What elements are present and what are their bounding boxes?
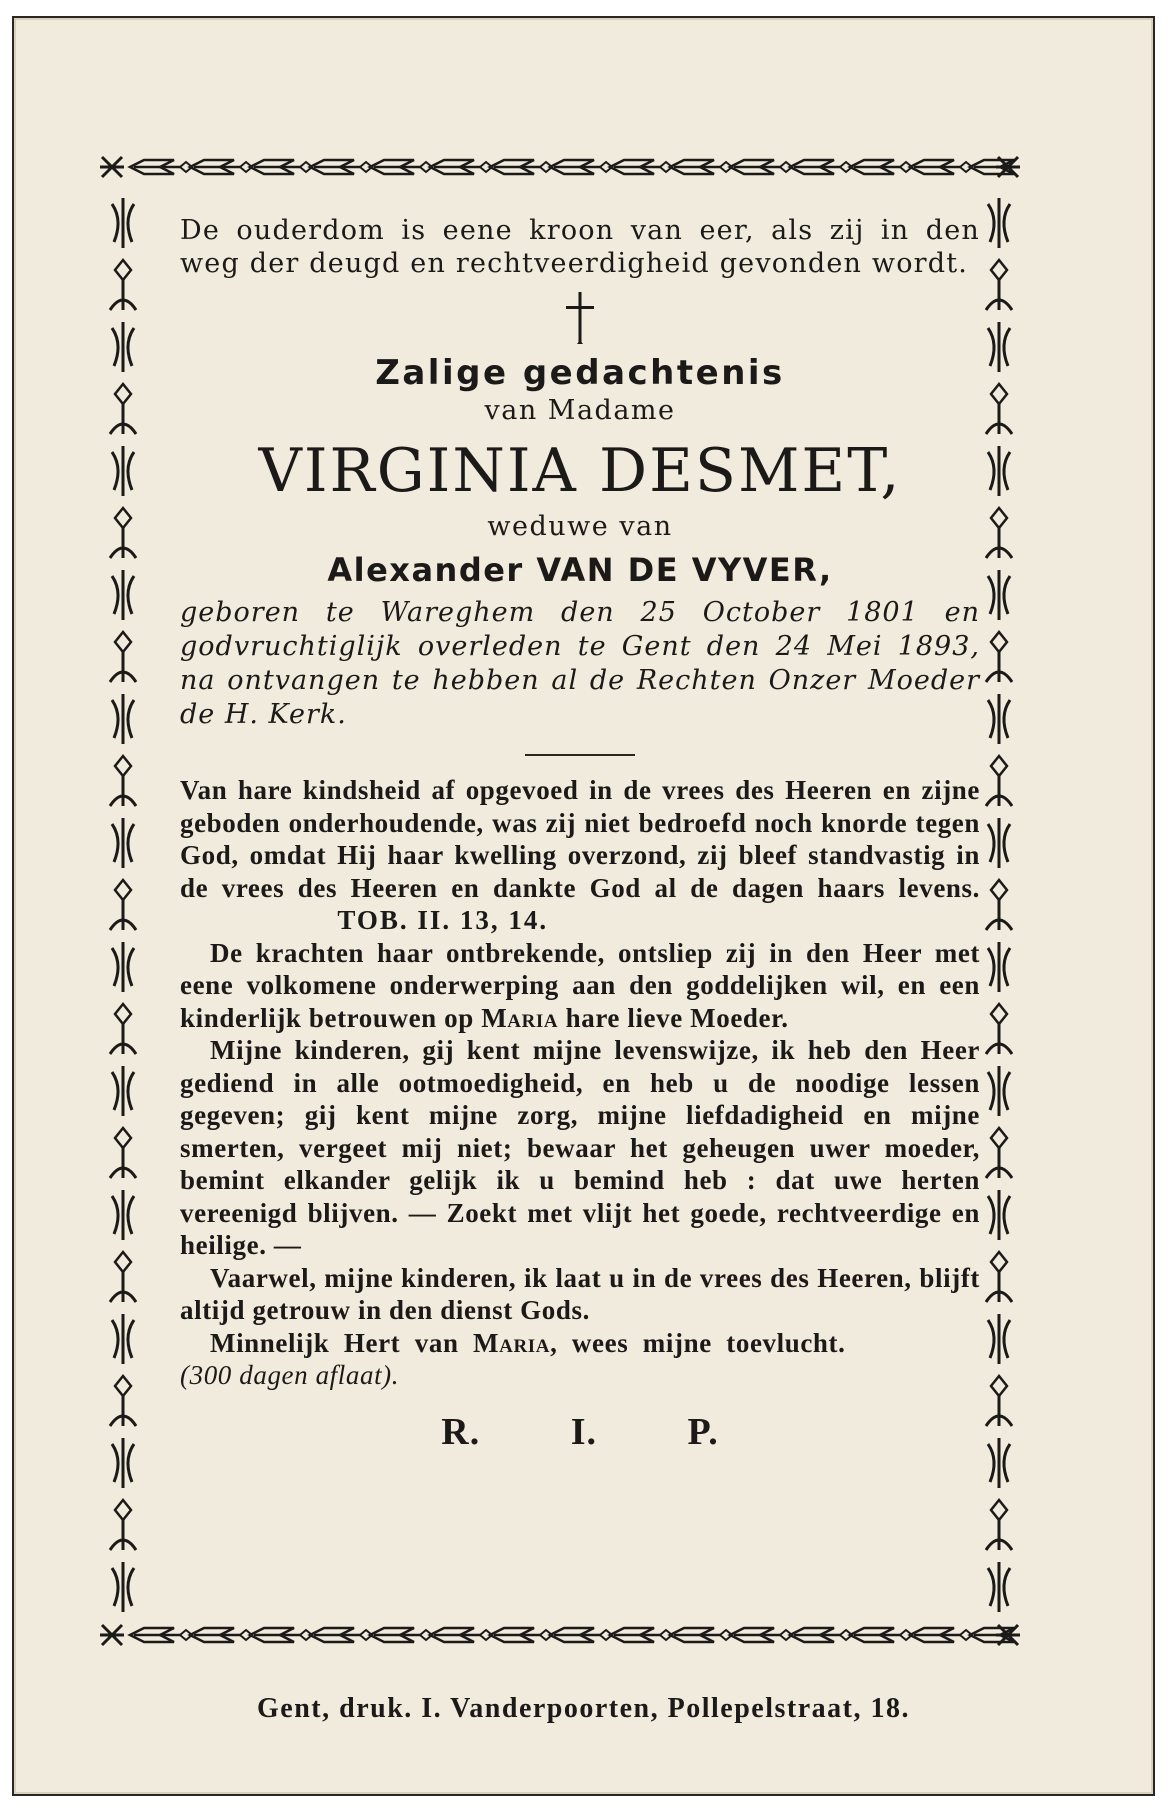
ornament-motif (986, 1128, 1012, 1178)
divider (525, 754, 635, 756)
ornament-motif (988, 446, 1010, 496)
ornament-motif (550, 1628, 612, 1642)
ornament-motif (310, 1628, 372, 1642)
card-text (180, 214, 980, 1454)
ornament-motif (850, 160, 912, 174)
ornament-motif (110, 1376, 136, 1426)
ornament-motif (370, 1628, 432, 1642)
paragraph-4: Vaarwel, mijne kinderen, ik laat u in de vrees des Heeren, blijft altijd getrouw in den dienst Gods. (180, 1262, 980, 1325)
paragraph-2 (180, 937, 980, 1035)
ornament-border-right (976, 188, 1022, 1618)
ornament-motif (110, 1252, 136, 1302)
ornament-motif (986, 1500, 1012, 1550)
ornament-motif (130, 160, 192, 174)
ornament-motif (988, 942, 1010, 992)
ornament-motif (112, 1190, 134, 1240)
ornament-motif (986, 1376, 1012, 1426)
ornament-motif (986, 632, 1012, 682)
ornament-motif (112, 446, 134, 496)
ornament-motif (790, 160, 852, 174)
paragraph-5-before: Minnelijk Hert van (210, 1327, 474, 1358)
ornament-motif (112, 1562, 134, 1612)
ornament-motif (850, 1628, 912, 1642)
ornament-motif (988, 694, 1010, 744)
memorial-title: Zalige gedachtenis (375, 353, 785, 393)
paragraph-1-text: Van hare kindsheid af opgevoed in de vrees des Heeren en zijne geboden onderhoudende, was zij niet bedroefd noch knorde tegen God, omdat Hij haar kwelling overzond, zij bleef standvastig in de vrees des Heeren en dankte God al de dagen haars levens. (180, 775, 980, 903)
ornament-motif (610, 160, 672, 174)
ornament-border-top (100, 150, 1020, 184)
ornament-motif (112, 1066, 134, 1116)
ornament-motif (110, 756, 136, 806)
ornament-motif (430, 1628, 492, 1642)
ornament-motif (250, 160, 312, 174)
ornament-motif (490, 160, 552, 174)
ornament-motif (112, 1314, 134, 1364)
ornament-motif (988, 1066, 1010, 1116)
ornament-motif (190, 1628, 252, 1642)
ornament-motif (110, 880, 136, 930)
ornament-motif (130, 1628, 192, 1642)
ornament-motif (110, 508, 136, 558)
rip: R. I. P. (441, 1410, 719, 1453)
ornament-motif (112, 942, 134, 992)
ornament-motif (110, 260, 136, 310)
cross-icon (180, 290, 980, 352)
ornament-motif (112, 322, 134, 372)
paragraph-5-after: , wees mijne toevlucht. (550, 1327, 846, 1358)
ornament-motif (112, 694, 134, 744)
epigraph: De ouderdom is eene kroon van eer, als zij in den weg der deugd en rechtveerdigheid gevonden wordt. (180, 215, 980, 279)
ornament-motif (670, 1628, 732, 1642)
ornament-motif (490, 1628, 552, 1642)
ornament-motif (610, 1628, 672, 1642)
ornament-motif (190, 160, 252, 174)
ornament-motif (550, 160, 612, 174)
paragraph-2-after: hare lieve Moeder. (558, 1002, 789, 1033)
ornament-border-left (100, 188, 146, 1618)
memorial-card (14, 18, 1153, 1794)
ornament-motif (988, 322, 1010, 372)
ornament-motif (430, 160, 492, 174)
ornament-motif (370, 160, 432, 174)
ornament-motif (110, 1500, 136, 1550)
paragraph-3: Mijne kinderen, gij kent mijne levenswijze, ik heb den Heer gediend in alle ootmoedigheid, en heb u de noodige lessen gegeven; gij kent mijne zorg, mijne liefdadigheid en mijne smerten, vergeet mij niet; bewaar het geheugen uwer moeder, bemint elkander gelijk ik u bemind heb : dat uwe herten vereenigd blijven. — Zoekt met vlijt het goede, rechtveerdige en heilige. — (180, 1035, 980, 1260)
ornament-motif (112, 570, 134, 620)
ornament-motif (730, 1628, 792, 1642)
ornament-motif (986, 260, 1012, 310)
maria-name: Maria (481, 1002, 559, 1033)
deceased-name: VIRGINIA DESMET, (258, 436, 902, 506)
ornament-motif (910, 1628, 972, 1642)
husband-name: Alexander VAN DE VYVER, (327, 551, 833, 589)
paragraph-5 (180, 1327, 980, 1392)
ornament-motif (986, 880, 1012, 930)
van-madame: van Madame (484, 395, 676, 426)
paragraph-1 (180, 774, 980, 937)
ornament-motif (112, 198, 134, 248)
ornament-motif (988, 570, 1010, 620)
ornament-border-bottom (100, 1618, 1020, 1652)
ornament-motif (670, 160, 732, 174)
paragraph-2-before: De krachten haar ontbrekende, ontsliep zij in den Heer met eene volkomene onderwerping aan den goddelijken wil, en een kinderlijk betrouwen op (180, 937, 980, 1033)
printer-line: Gent, druk. I. Vanderpoorten, Pollepelstraat, 18. (257, 1693, 910, 1724)
corner-ornament (100, 1625, 124, 1645)
ornament-motif (988, 818, 1010, 868)
ornament-motif (988, 1190, 1010, 1240)
widow-of: weduwe van (487, 511, 673, 542)
maria-name-2: Maria (473, 1327, 551, 1358)
ornament-motif (986, 384, 1012, 434)
ornament-motif (310, 160, 372, 174)
ornament-motif (986, 1004, 1012, 1054)
ornament-motif (250, 1628, 312, 1642)
ornament-motif (110, 632, 136, 682)
indulgence-note: (300 dagen aflaat). (180, 1360, 400, 1390)
corner-ornament (100, 157, 124, 177)
ornament-motif (988, 1314, 1010, 1364)
ornament-motif (110, 1128, 136, 1178)
ornament-motif (986, 756, 1012, 806)
ornament-motif (988, 198, 1010, 248)
ornament-motif (986, 508, 1012, 558)
ornament-motif (910, 160, 972, 174)
ornament-motif (110, 1004, 136, 1054)
ornament-motif (112, 818, 134, 868)
scripture-reference: TOB. II. 13, 14. (337, 905, 549, 935)
birth-death-text: geboren te Wareghem den 25 October 1801 en godvruchtiglijk overleden te Gent den 24 Mei 1893, na ontvangen te hebben al de Rechten Onzer Moeder de H. Kerk. (180, 597, 980, 730)
ornament-motif (988, 1438, 1010, 1488)
ornament-motif (790, 1628, 852, 1642)
ornament-motif (730, 160, 792, 174)
ornament-motif (112, 1438, 134, 1488)
ornament-motif (110, 384, 136, 434)
ornament-motif (986, 1252, 1012, 1302)
ornament-motif (988, 1562, 1010, 1612)
